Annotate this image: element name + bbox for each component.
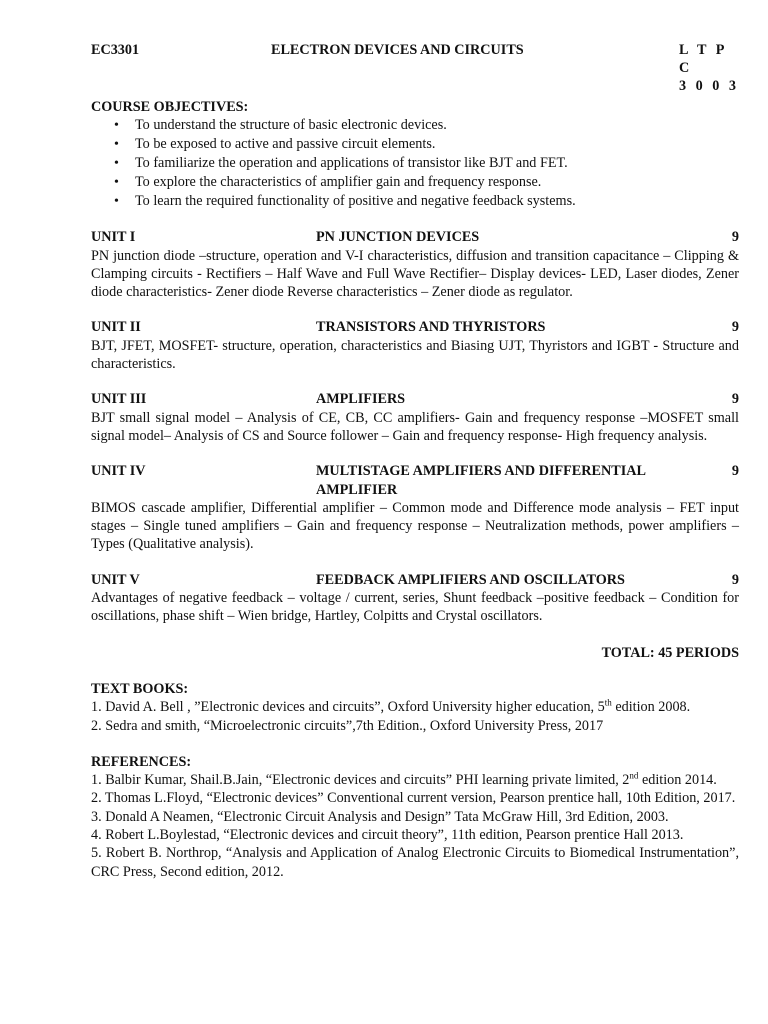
course-title: ELECTRON DEVICES AND CIRCUITS (271, 42, 524, 58)
reference-text: 1. Balbir Kumar, Shail.B.Jain, “Electronic devices and circuits” PHI learning private limited, 2 (91, 772, 630, 789)
unit-hours: 9 (731, 229, 739, 246)
reference-item (91, 808, 739, 826)
unit-section (91, 228, 739, 301)
course-header (91, 41, 739, 95)
unit-section (91, 571, 739, 626)
reference-text: 2. Thomas L.Floyd, “Electronic devices” Conventional current version, Pearson prentice hall, 10th Edition, 2017. (91, 790, 736, 807)
unit-heading (91, 228, 739, 246)
textbooks-heading: TEXT BOOKS: (91, 680, 189, 697)
unit-number: UNIT V (91, 571, 140, 588)
ltpc-block (679, 41, 739, 95)
reference-text-end: edition 2014. (638, 772, 717, 789)
textbook-item (91, 717, 739, 735)
unit-title: PN JUNCTION DEVICES (316, 229, 480, 246)
unit-section (91, 390, 739, 445)
reference-item (91, 771, 739, 789)
unit-description: PN junction diode –structure, operation and V-I characteristics, diffusion and transition capacitance – Clipping & Clamping circuits - Rectifiers – Half Wave and Full Wave Rectifier– Display devices- LED, Laser diodes, Zener diode characteristics- Zener diode Reverse characteristics – Zener diode as regulator. (91, 247, 739, 301)
unit-hours: 9 (731, 391, 739, 408)
textbook-text-end: edition 2008. (611, 699, 691, 716)
objective-item: • To understand the structure of basic electronic devices. (114, 116, 739, 135)
unit-description: BJT, JFET, MOSFET- structure, operation, characteristics and Biasing UJT, Thyristors and IGBT - Structure and characteristics. (91, 337, 739, 373)
reference-item (91, 844, 739, 881)
unit-title: AMPLIFIERS (316, 391, 406, 408)
reference-text: 4. Robert L.Boylestad, “Electronic devices and circuit theory”, 11th edition, Pearson prentice Hall 2013. (91, 827, 684, 844)
objectives-list (114, 116, 739, 211)
reference-text: 3. Donald A Neamen, “Electronic Circuit Analysis and Design” Tata McGraw Hill, 3rd Edition, 2003. (91, 808, 669, 825)
reference-item (91, 789, 739, 807)
syllabus-page (91, 41, 739, 881)
objective-item: • To explore the characteristics of amplifier gain and frequency response. (114, 173, 739, 192)
objective-item: • To be exposed to active and passive circuit elements. (114, 135, 739, 154)
unit-hours: 9 (731, 571, 739, 588)
unit-section (91, 462, 739, 553)
unit-title: MULTISTAGE AMPLIFIERS AND DIFFERENTIAL AMPLIFIER (316, 463, 646, 498)
unit-section (91, 318, 739, 373)
unit-heading (91, 390, 739, 408)
objective-item: • To familiarize the operation and applications of transistor like BJT and FET. (114, 154, 739, 173)
unit-heading (91, 318, 739, 336)
unit-number: UNIT I (91, 229, 136, 246)
textbook-text: 1. David A. Bell , ”Electronic devices and circuits”, Oxford University higher education, 5 (91, 699, 605, 716)
total-periods: TOTAL: 45 PERIODS (601, 644, 739, 661)
course-code: EC3301 (91, 42, 140, 58)
unit-title: FEEDBACK AMPLIFIERS AND OSCILLATORS (316, 571, 625, 588)
unit-number: UNIT III (91, 391, 147, 408)
textbook-item (91, 698, 739, 716)
unit-number: UNIT II (91, 319, 141, 336)
references-heading: REFERENCES: (91, 753, 192, 770)
unit-number: UNIT IV (91, 463, 146, 480)
reference-text: 5. Robert B. Northrop, “Analysis and Application of Analog Electronic Circuits to Biomedical Instrumentation”, CRC Press, Second edition, 2012. (91, 845, 739, 880)
unit-title: TRANSISTORS AND THYRISTORS (316, 319, 546, 336)
textbook-text: 2. Sedra and smith, “Microelectronic circuits”,7th Edition., Oxford University Press, 2017 (91, 717, 604, 734)
reference-item (91, 826, 739, 844)
unit-heading (91, 571, 739, 589)
ltpc-labels: L T P C (679, 42, 727, 76)
textbook-sup: th (604, 697, 612, 708)
objective-item: • To learn the required functionality of positive and negative feedback systems. (114, 192, 739, 211)
unit-description: Advantages of negative feedback – voltage / current, series, Shunt feedback –positive feedback – Condition for oscillations, phase shift – Wien bridge, Hartley, Colpitts and Crystal oscillators. (91, 590, 739, 625)
objectives-heading: COURSE OBJECTIVES: (91, 99, 249, 115)
unit-hours: 9 (731, 319, 739, 336)
unit-hours: 9 (731, 463, 739, 480)
unit-description: BIMOS cascade amplifier, Differential amplifier – Common mode and Difference mode analysis – FET input stages – Single tuned amplifiers – Gain and frequency response – Neutralization methods, power amplifiers –Types (Qualitative analysis). (91, 499, 739, 553)
reference-sup: nd (629, 770, 639, 781)
unit-description: BJT small signal model – Analysis of CE, CB, CC amplifiers- Gain and frequency response –MOSFET small signal model– Analysis of CS and Source follower – Gain and frequency response- High frequency analysis. (91, 409, 739, 444)
unit-heading (91, 462, 739, 499)
ltpc-values: 3 0 0 3 (679, 78, 740, 94)
